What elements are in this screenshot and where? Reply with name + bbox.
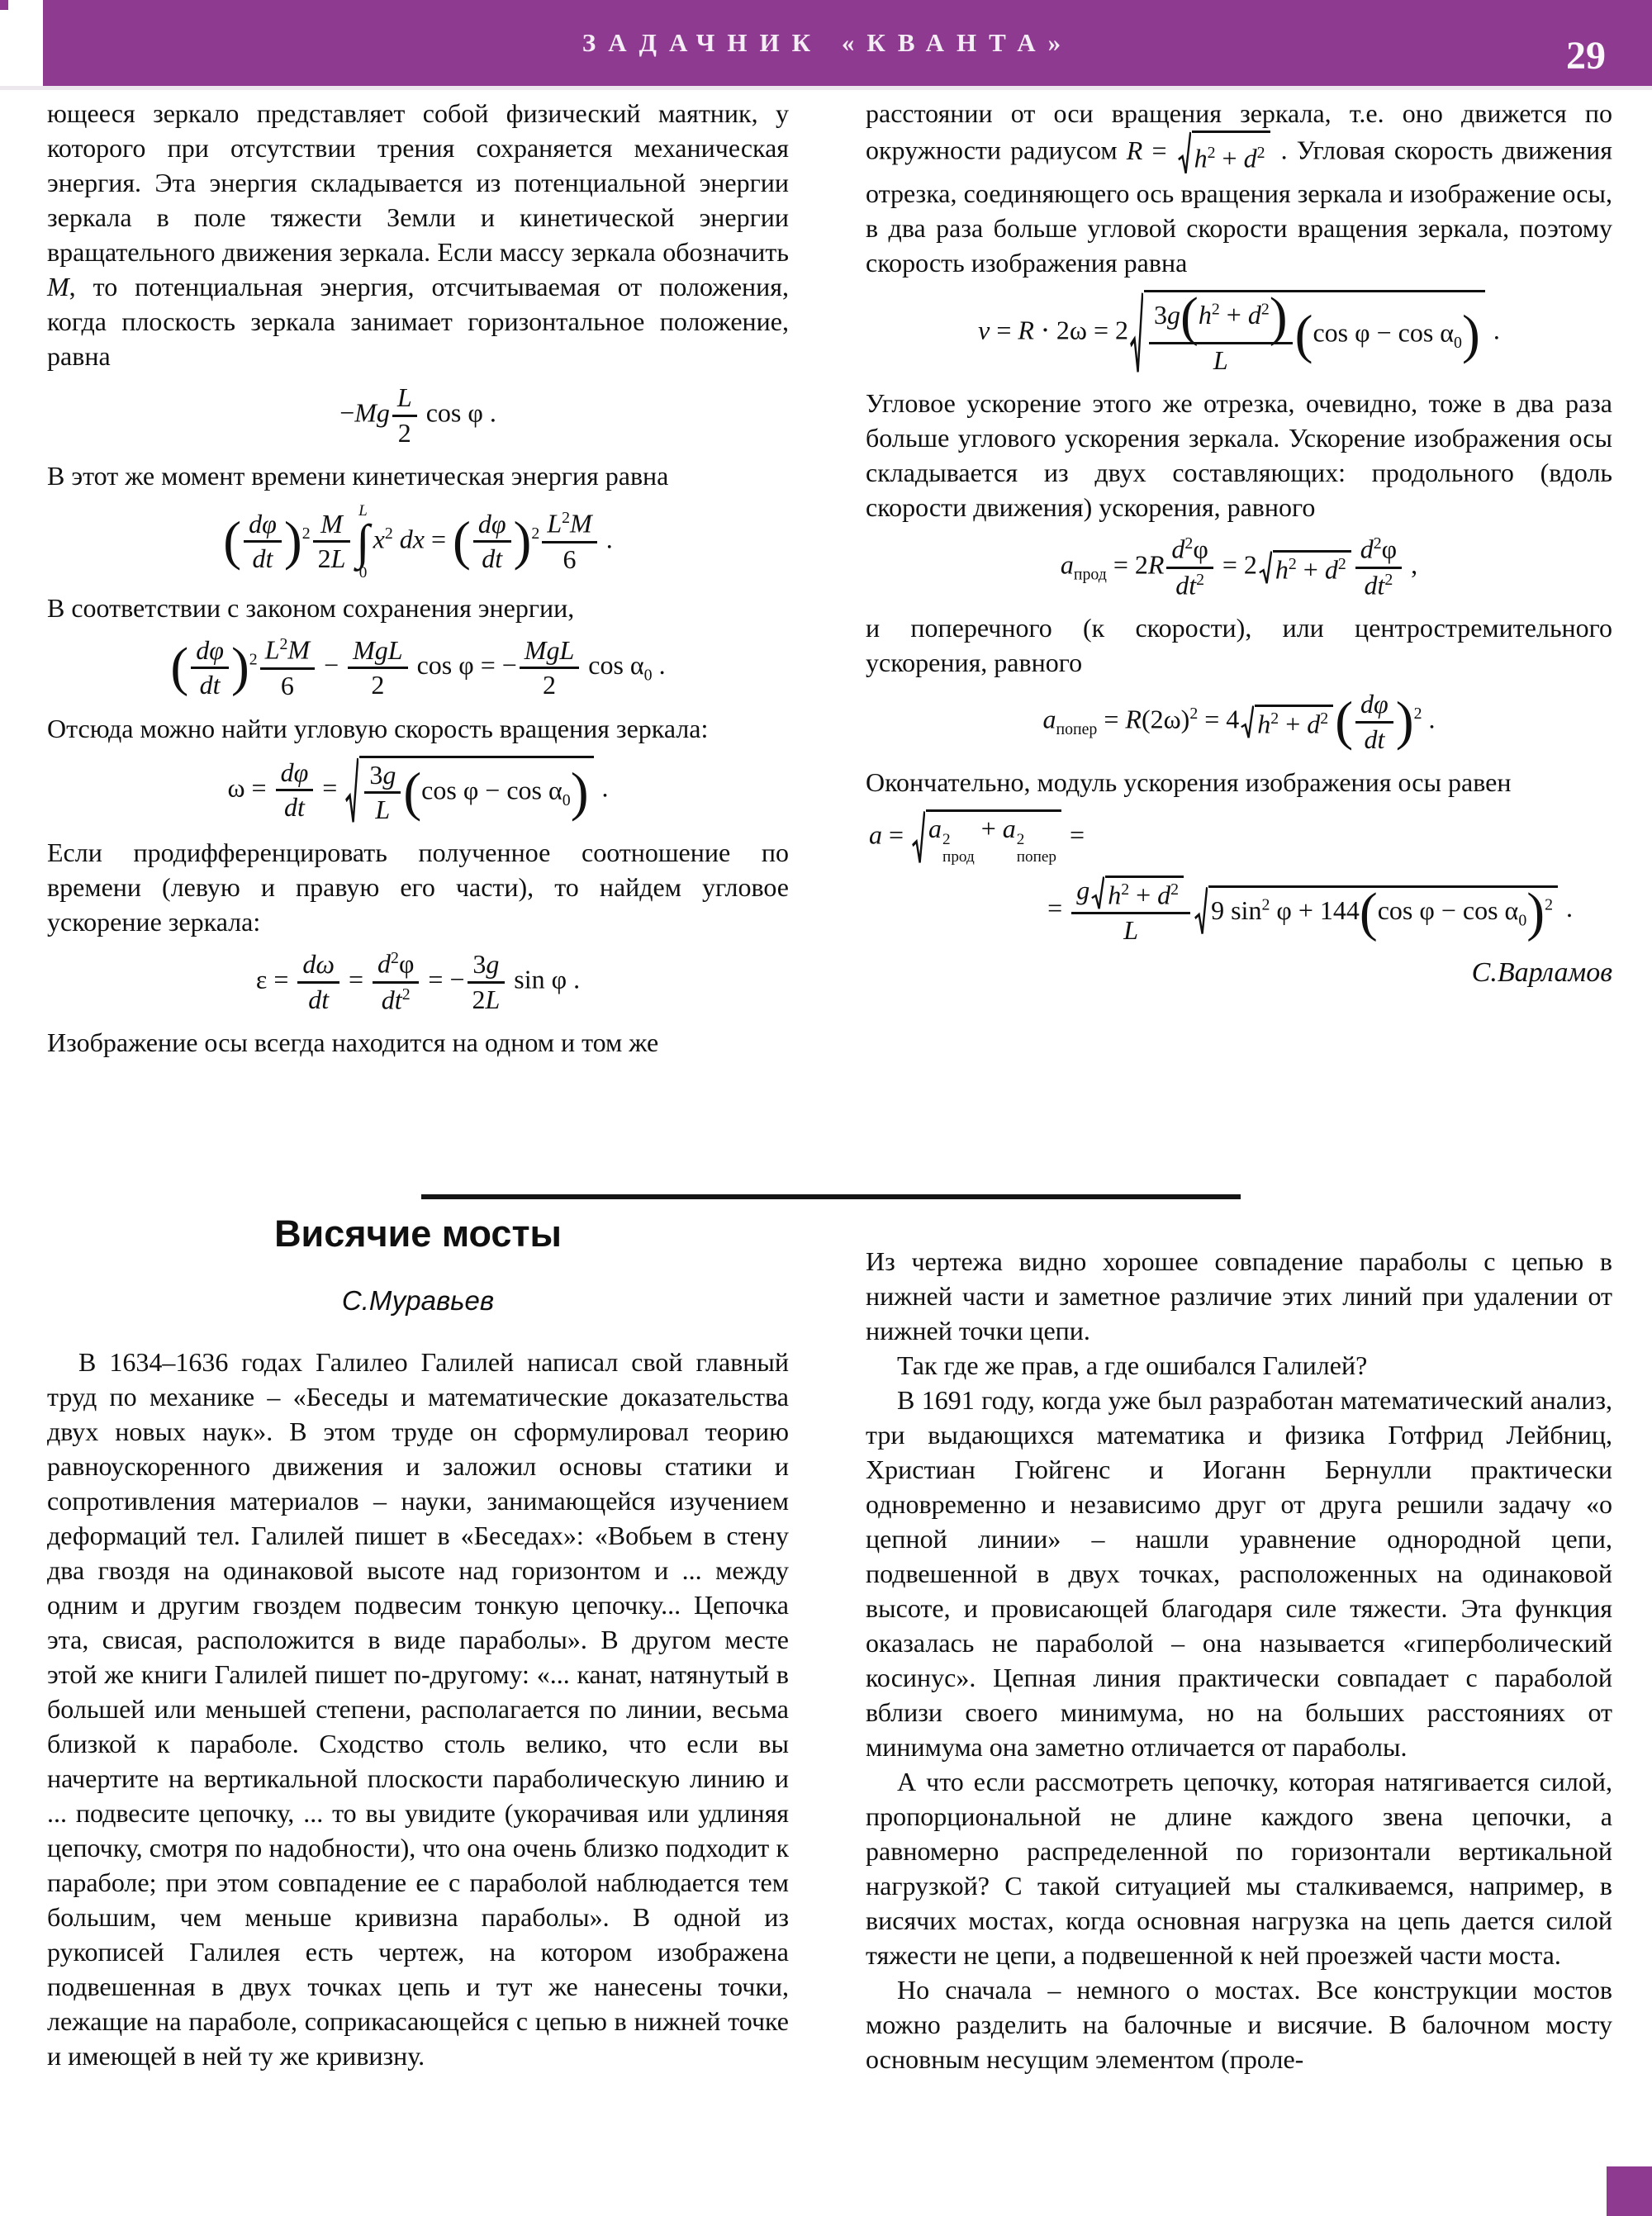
display-formula: −Mg $\frac{L}{2}$ cos φ .	[339, 382, 496, 448]
fraction: $\frac{L}{2}$	[392, 383, 417, 448]
paragraph: В 1634–1636 годах Галилео Галилей написал свой главный труд по механике – «Беседы и математические доказательства двух новых наук». В этом труде он сформулировал теорию равноускоренного движения и заложил основы статики и сопротивления материалов – науки, занимающейся изучением деформаций тел. Галилей пишет в «Беседах»: «Вобьем в стену два гвоздя на одинаковой высоте над горизонтом и ... между одним и другим гвоздем подвесим тонкую цепочку... Цепочка эта, свисая, расположится в виде параболы». В другом месте этой же книги Галилей пишет по-другому: «... канат, натянутый в большей или меньшей степени, располагается по линии, весьма близкой к параболе. Сходство столь велико, что если вы начертите на вертикальной плоскости параболическую линию и ... подвесите цепочку, ... то вы увидите (укорачивая или удлиняя цепочку, смотря по надобности), что она очень близко подходит к параболе; при этом совпадение ее с параболой наблюдается тем большим, чем меньше кривизна параболы». В одной из рукописей Галилея есть чертеж, на котором изображена подвешенная в двух точках цепь и тут же нанесены точки, лежащие на параболе, соприкасающейся с цепью в нижней точке и имеющей в ней ту же кривизну.	[47, 1347, 789, 2071]
fraction: $\frac{d\varphi}{dt}$	[191, 636, 229, 701]
display-formula: $a_{прод} = 2R$ $\frac{d^2\varphi}{dt^2}$ = 2 $h^2 + d^2$ $\frac{d^2\varphi}{dt^2}$ ,	[1060, 534, 1418, 600]
fraction: $\frac{d\varphi}{dt}$	[1355, 690, 1393, 755]
paragraph: Но сначала – немного о мостах. Все конструкции мостов можно разделить на балочные и висячие. В балочном мосту основным несущим элементом (проле-	[866, 1975, 1612, 2074]
radical-sign-icon	[1259, 550, 1272, 585]
radical-sign-icon	[345, 756, 358, 826]
fraction: $\frac{L^2M}{6}$	[260, 635, 315, 700]
corner-chip	[0, 0, 8, 10]
fraction: $\frac{d^2\varphi}{dt^2}$	[1355, 534, 1402, 600]
article1-right-column	[866, 96, 1612, 990]
radical-sign-icon	[1194, 885, 1208, 937]
fraction: g $h^2 + d^2$ L	[1071, 875, 1190, 946]
display-formula: ε = $\frac{d\omega}{dt}$ = $\frac{d^2\varphi}{dt^2}$ = − $\frac{3g}{2L}$ sin φ .	[255, 948, 581, 1015]
paragraph: Окончательно, модуль ускорения изображения осы равен	[866, 766, 1512, 797]
display-formula: v = R ⋅ 2ω = 2 $\frac{3g(h^2 + d^2)}{L}$ (cos $\varphi - \cos \alpha_0$) .	[978, 287, 1500, 376]
fraction: $\frac{d\omega}{dt}$	[297, 950, 339, 1015]
square-root: $\frac{3g(h^2 + d^2)}{L}$ (cos $\varphi - \cos \alpha_0$)	[1130, 290, 1485, 377]
inline-formula: R = $h^2 + d^2$	[1127, 135, 1272, 165]
paragraph: Угловое ускорение этого же отрезка, очевидно, тоже в два раза больше углового ускорения зеркала. Ускорение изображения осы складывается из двух составляющих: продольного (вдоль скорости движения) ускорения, равного	[866, 388, 1612, 523]
fraction: $\frac{3g}{L}$	[364, 761, 401, 826]
fraction: $\frac{d\varphi}{dt}$	[244, 510, 282, 575]
square-root: $h^2 + d^2$	[1091, 875, 1184, 910]
fraction: $\frac{\text{MgL}}{2}$	[520, 636, 579, 701]
paragraph: В соответствии с законом сохранения энергии,	[47, 593, 575, 624]
radical-sign-icon	[1091, 875, 1104, 910]
paragraph: Отсюда можно найти угловую скорость вращения зеркала:	[47, 713, 709, 743]
display-formula: a = a 2 прод + a 2 попер =	[866, 809, 1612, 866]
radical-sign-icon	[912, 809, 925, 866]
paragraph: расстоянии от оси вращения зеркала, т.е. оно движется по окружности радиусом R = $h^2 + d^2$ . Угловая скорость движения отрезка, соединяющего ось вращения зеркала и изображение осы, в два раза больше угловой скорости вращения зеркала, поэтому скорость изображения равна	[866, 98, 1613, 278]
display-formula: ( $\frac{d\varphi}{dt}$ )$^2$ $\frac{L^2M}{6}$ − $\frac{\text{MgL}}{2}$ cos φ = − $\frac{\text{MgL}}{2}$ $\cos \alpha_0$ .	[170, 634, 666, 700]
paragraph: В этот же момент времени кинетическая энергия равна	[47, 460, 669, 491]
article2-right-column	[866, 1244, 1612, 2076]
author-signature: С.Варламов	[1471, 957, 1612, 989]
fraction: $\frac{3g(h^2 + d^2)}{L}$	[1149, 295, 1293, 377]
display-formula: ω = $\frac{d\varphi}{dt}$ = $\frac{3g}{L}$ (cos $\varphi - \cos \alpha_0$) .	[227, 757, 609, 825]
paragraph: Изображение осы всегда находится на одном и том же	[47, 1027, 659, 1058]
radical-sign-icon	[1178, 130, 1191, 176]
fraction: $\frac{\text{MgL}}{2}$	[348, 636, 407, 701]
integral: L ∫ 0	[356, 501, 370, 582]
fraction: $\frac{M}{2L}$	[313, 510, 351, 575]
paragraph: А что если рассмотреть цепочку, которая натягивается силой, пропорциональной не длине каждого звена цепочки, а равномерно распределенной по горизонтали вертикальной нагрузкой? С такой ситуацией мы сталкиваемся, например, в висячих мостах, когда основная нагрузка на цепь дается силой тяжести не цепи, а подвешенной к ней проезжей части моста.	[866, 1767, 1612, 1970]
square-root: a 2 прод + a 2 попер	[912, 809, 1061, 866]
fraction: $\frac{3g}{2L}$	[468, 950, 506, 1015]
page-number: 29	[1566, 34, 1606, 78]
article1-left-column	[47, 96, 789, 1060]
paragraph: Так где же прав, а где ошибался Галилей?	[897, 1350, 1368, 1380]
paragraph: Если продифференцировать полученное соотношение по времени (левую и правую его части), то найдем угловое ускорение зеркала:	[47, 838, 789, 937]
radical-sign-icon	[1130, 290, 1143, 377]
header-band-underline	[0, 86, 1652, 90]
square-root: 9 $\sin^2 \varphi + 144(\cos$ $\varphi - \cos \alpha_0)^2$	[1194, 885, 1558, 937]
paragraph: Из чертежа видно хорошее совпадение параболы с цепью в нижней части и заметное различие этих линий при удалении от нижней точки цепи.	[866, 1246, 1612, 1345]
fraction: $\frac{L^2M}{6}$	[542, 509, 596, 574]
paragraph: ющееся зеркало представляет собой физический маятник, у которого при отсутствии трения сохраняется механическая энергия. Эта энергия складывается из потенциальной энергии зеркала в поле тяжести Земли и кинетической энергии вращательного движения зеркала. Если массу зеркала обозначить M, то потенциальная энергия, отсчитываемая от положения, когда плоскость зеркала занимает горизонтальное положение, равна	[47, 98, 789, 371]
fraction: $\frac{d^2\varphi}{dt^2}$	[1166, 534, 1213, 600]
article2-left-column	[47, 1345, 789, 2073]
display-formula: ( $\frac{d\varphi}{dt}$ )$^2$ $\frac{M}{2L}$ L ∫ 0 $x^2$ dx = ( $\frac{d\varphi}{dt}$ )$^2$ $\frac{L^2M}{6}$ .	[223, 501, 613, 582]
paragraph: и поперечного (к скорости), или центростремительного ускорения, равного	[866, 613, 1612, 678]
section-title: ЗАДАЧНИК «КВАНТА»	[582, 28, 1074, 57]
square-root: $h^2 + d^2$	[1178, 130, 1270, 176]
paragraph: В 1691 году, когда уже был разработан математический анализ, три выдающихся математика и физика Готфрид Лейбниц, Христиан Гюйгенс и Иоганн Бернулли практически одновременно и независимо друг от друга решили задачу «о цепной линии» – нашли уравнение однородной цепи, подвешенной в двух точках, расположенных на одинаковой высоте, и провисающей благодаря силе тяжести. Эта функция оказалась не параболой – она называется «гиперболический косинус». Цепная линия практически совпадает с параболой вблизи своего минимума, но на больших расстояниях от минимума она заметно отличается от параболы.	[866, 1385, 1612, 1762]
sup-sub-stack: 2 прод	[942, 831, 975, 866]
article-divider	[421, 1194, 1241, 1199]
square-root: $h^2 + d^2$	[1259, 550, 1351, 585]
article2-author: С.Муравьев	[341, 1285, 495, 1316]
square-root: $\frac{3g}{L}$ (cos $\varphi - \cos \alpha_0$)	[345, 756, 593, 826]
display-formula: = g $h^2 + d^2$ L 9 $\sin^2 \varphi + 144(\cos$ $\varphi - \cos \alpha_0)^2$ .	[1047, 875, 1573, 946]
display-formula: $a_{попер} = R(2\omega)^2 = 4$ $h^2 + d^2$ ( $\frac{d\varphi}{dt}$ )$^2$ .	[1042, 689, 1436, 755]
fraction: $\frac{d\varphi}{dt}$	[473, 510, 511, 575]
corner-square	[1607, 2166, 1652, 2216]
article2-title: Висячие мосты	[274, 1212, 562, 1255]
sup-sub-stack: 2 попер	[1016, 831, 1057, 866]
fraction: $\frac{d^2\varphi}{dt^2}$	[373, 949, 419, 1015]
square-root: $h^2 + d^2$	[1241, 705, 1333, 739]
fraction: $\frac{d\varphi}{dt}$	[276, 758, 314, 823]
radical-sign-icon	[1241, 705, 1254, 739]
